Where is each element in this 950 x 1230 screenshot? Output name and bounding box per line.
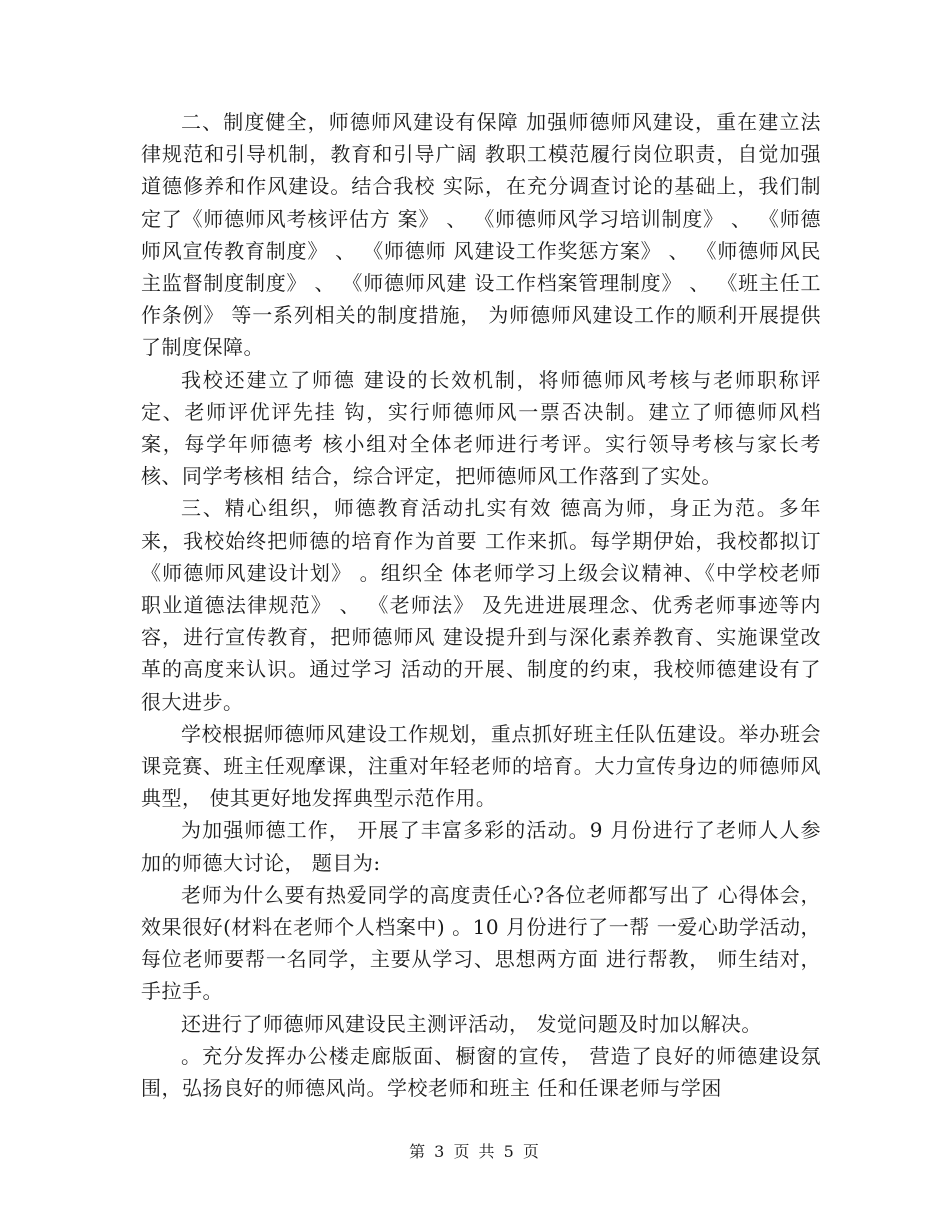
paragraph-7: 还进行了师德师风建设民主测评活动， 发觉问题及时加以解决。 bbox=[181, 1011, 762, 1036]
paragraph-1: 二、制度健全，师德师风建设有保障 加强师德师风建设，重在建立法律规范和引导机制，教育和引导广阔 教职工模范履行岗位职责，自觉加强道德修养和作风建设。结合我校 实际，在充分调查讨论的基础上，我们制定了《师德师风考核评估方 案》 、 《师德师风学习培训制度》 、 《师德师风宣传教育制度》 、 《师德师 风建设工作奖惩方案》 、 《师德师风民主监督制度制度》 、 《师德师风建 设工作档案管理制度》 、 《班主任工作条例》 等一系列相关的制度措施， 为师德师风建设工作的顺利开展提供了制度保障。 bbox=[141, 110, 821, 360]
paragraph-2: 我校还建立了师德 建设的长效机制，将师德师风考核与老师职称评定、老师评优评先挂 钩，实行师德师风一票否决制。建立了师德师风档案，每学年师德考 核小组对全体老师进行考评。实行领导考核与家长考核、同学考核相 结合，综合评定，把师德师风工作落到了实处。 bbox=[141, 367, 821, 489]
page-number-footer: 第 3 页 共 5 页 bbox=[409, 1142, 541, 1161]
document-body bbox=[141, 106, 821, 1104]
paragraph-5: 为加强师德工作， 开展了丰富多彩的活动。9 月份进行了老师人人参加的师德大讨论， 题目为: bbox=[141, 818, 821, 875]
paragraph-3: 三、精心组织，师德教育活动扎实有效 德高为师，身正为范。多年来，我校始终把师德的培育作为首要 工作来抓。每学期伊始，我校都拟订《师德师风建设计划》 。组织全 体老师学习上级会议精神、《中学校老师职业道德法律规范》 、 《老师法》 及先进进展理念、优秀老师事迹等内容，进行宣传教育，把师德师风 建设提升到与深化素养教育、实施课堂改革的高度来认识。通过学习 活动的开展、制度的约束，我校师德建设有了很大进步。 bbox=[141, 496, 821, 714]
paragraph-8: 。充分发挥办公楼走廊版面、橱窗的宣传， 营造了良好的师德建设氛围，弘扬良好的师德风尚。学校老师和班主 任和任课老师与学困 bbox=[141, 1043, 821, 1101]
paragraph-4: 学校根据师德师风建设工作规划，重点抓好班主任队伍建设。举办班会课竞赛、班主任观摩课，注重对年轻老师的培育。大力宣传身边的师德师风典型， 使其更好地发挥典型示范作用。 bbox=[141, 721, 821, 811]
paragraph-6: 老师为什么要有热爱同学的高度责任心?各位老师都写出了 心得体会，效果很好(材料在老师个人档案中) 。10 月份进行了一帮 一爱心助学活动，每位老师要帮一名同学，主要从学习、思想两方面 进行帮教， 师生结对， 手拉手。 bbox=[141, 882, 821, 1004]
